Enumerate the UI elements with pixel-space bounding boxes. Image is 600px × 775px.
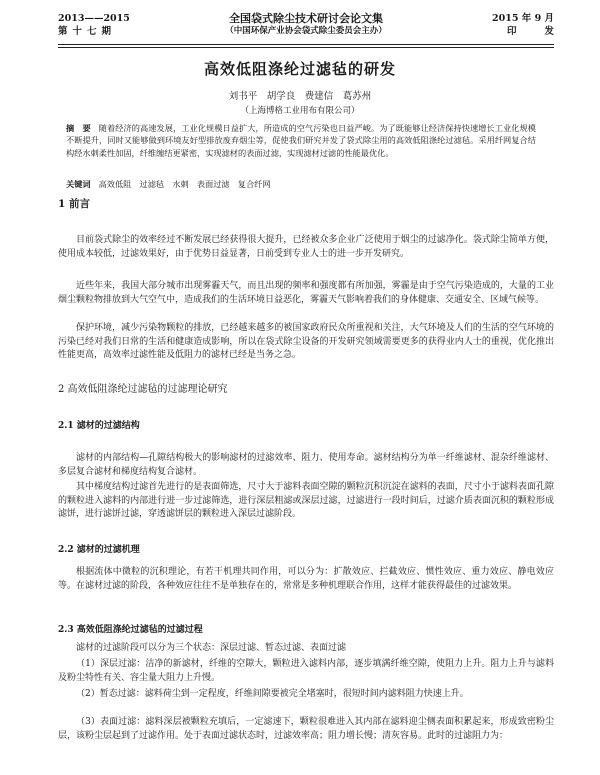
subsection-heading-2-3: 2.3 高效低阻涤纶过滤毡的过滤过程 — [58, 625, 203, 635]
paper-title: 高效低阻涤纶过滤毡的研发 — [203, 60, 396, 78]
running-header — [58, 12, 582, 42]
header-rule-thick — [58, 44, 554, 45]
keywords-text: 高效低阻 过滤毡 水刺 表面过滤 复合纤网 — [98, 179, 271, 189]
abstract-text: 随着经济的高速发展，工业化规模日益扩大，所造成的空气污染也日益严峻。为了既能够让经济保持快速增长工业化规模不断提升，同时又能够做到环境友好型排放废弃烟尘等，促使我们研究并发了袋式除尘用的高效低阻涤纶过滤毡。采用纤网复合结构经水刺柔性加固，纤维缠结更紧密，实现滤材的表面过滤，实现滤材过滤的性能最优化。 — [66, 123, 536, 158]
header-center — [188, 12, 424, 38]
header-right — [492, 12, 582, 38]
header-print-date: 2015 年 9 月 — [492, 13, 554, 24]
header-volume: 第十七期 — [58, 26, 117, 37]
paper-affiliation: （上海博格工业用布有限公司） — [240, 106, 360, 116]
header-print-note: 印发 — [506, 26, 582, 37]
section-heading-1: 1 前言 — [58, 198, 90, 210]
paragraph-2-3-2: （1）深层过滤：洁净的新滤材，纤维的空隙大，颗粒进入滤料内部，逐步填满纤维空隙，使阻力上升。阻力上升与滤料及粉尘特性有关、容尘量大阻力上升慢。 — [58, 659, 554, 683]
abstract — [66, 122, 536, 159]
paragraph-2-3-4: （3）表面过滤：滤料深层被颗粒充填后，一定滤速下，颗粒很难进入其内部在滤料迎尘侧表面积累起来，形成致密粉尘层，该粉尘层起到了过滤作用。处于表面过滤状态时，过滤效率高；阻力增长慢；清灰容易。此时的过滤阻力为： — [58, 717, 554, 741]
abstract-label: 摘 要 — [66, 123, 91, 133]
paragraph-1-1: 目前袋式除尘的效率经过不断发展已经获得很大提升，已经被众多企业广泛使用于烟尘的过滤净化。袋式除尘简单方便，使用成本较低，过滤效果好，由于优势日益显著，日前受到专业人士的进一步开发研究。 — [58, 235, 554, 259]
subsection-heading-2-1: 2.1 滤材的过滤结构 — [58, 421, 140, 431]
header-date-range: 2013——2015 — [58, 13, 130, 24]
proceedings-organizer: （中国环保产业协会袋式除尘委员会主办） — [225, 26, 387, 36]
paragraph-1-3: 保护环境，减少污染物颗粒的排放，已经越来越多的被国家政府民众所重视和关注，大气环境及人们的生活的空气环境的污染已经对我们日常的生活和健康造成影响，所以在袋式除尘设备的开发研究领域需要更多的获得业内人士的重视，优化推出性能更高，高效率过滤性能及低阻力的滤材已经是当务之急。 — [58, 323, 554, 361]
keywords — [66, 178, 536, 190]
section-heading-2: 2 高效低阻涤纶过滤毡的过滤理论研究 — [58, 384, 228, 395]
paragraph-2-2-1: 根据流体中微粒的沉积理论，有若干机理共同作用，可以分为：扩散效应、拦截效应、惯性效应、重力效应、静电效应等。在滤材过滤的阶段，各种效应往往不是单独存在的，常常是多种机理联合作用，这样才能获得最佳的过滤效果。 — [58, 567, 554, 591]
subsection-heading-2-2: 2.2 滤材的过滤机理 — [58, 545, 140, 555]
paragraph-2-3-1: 滤材的过滤阶段可以分为三个状态：深层过滤、暂态过滤、表面过滤 — [76, 643, 347, 653]
paragraph-2-3-3: （2）暂态过滤：滤料荷尘到一定程度，纤维间隙要被完全堵塞时，很短时间内滤料阻力快速上升。 — [76, 689, 469, 699]
keywords-label: 关键词 — [66, 179, 91, 189]
proceedings-title: 全国袋式除尘技术研讨会论文集 — [229, 12, 383, 25]
paragraph-2-1-2: 其中梯度结构过滤首先进行的是表面筛选，尺寸大于滤料表面空隙的颗粒沉积沉淀在滤料的表面，尺寸小于滤料表面孔隙的颗粒进入滤料的内部进行进一步过滤筛选，进行深层粗滤或深层过滤，过滤进行一段时间后，过滤介质表面沉积的颗粒形成滤饼，进行滤饼过滤，穿透滤饼层的颗粒进入深层过滤阶段。 — [58, 482, 554, 520]
paragraph-2-1-1: 滤材的内部结构—孔隙结构极大的影响滤材的过滤效率、阻力、使用寿命。滤材结构分为单一纤维滤材、混杂纤维滤材、多层复合滤材和梯度结构复合滤材。 — [58, 453, 554, 477]
header-rule-thin — [58, 47, 554, 48]
header-left — [58, 12, 130, 38]
paragraph-1-2: 近些年来，我国大部分城市出现雾霾天气，而且出现的频率和强度都有所加强，雾霾是由于空气污染造成的，大量的工业烟尘颗粒物排放到大气空气中，造成我们的生活环境日益恶化，雾霾天气影响着我们的身体健康、交通安全、区域气候等。 — [58, 281, 554, 305]
paper-authors: 刘书平 胡学良 费建信 葛苏州 — [228, 91, 372, 102]
